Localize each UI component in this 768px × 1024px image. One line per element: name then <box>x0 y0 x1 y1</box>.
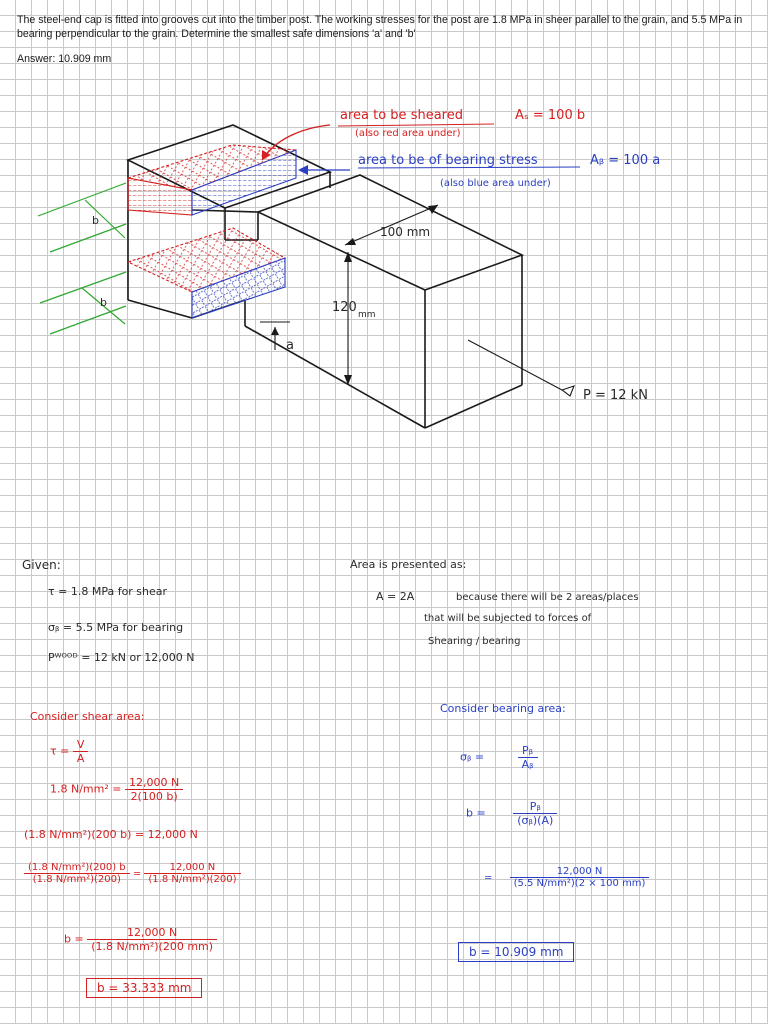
area-reason-2: that will be subjected to forces of <box>424 613 592 624</box>
shear-result: b = 33.333 mm <box>86 978 202 998</box>
shear-eq-2-lhs: 1.8 N/mm² = <box>50 782 122 796</box>
bearing-eq-2-num: Pᵦ <box>513 800 557 814</box>
area-reason-1: because there will be 2 areas/places <box>456 592 639 603</box>
given-tau: τ = 1.8 MPa for shear <box>48 585 168 598</box>
bearing-formula: Aᵦ = 100 a <box>590 153 661 168</box>
bearing-eq-2-lhs: b = <box>466 806 486 820</box>
shear-eq-1 <box>50 738 88 765</box>
dim-100-label: 100 mm <box>380 225 431 239</box>
shear-title: Consider shear area: <box>30 710 145 723</box>
shear-eq-5 <box>64 926 217 953</box>
area-reason-3: Shearing / bearing <box>428 636 521 647</box>
load-line <box>468 340 562 390</box>
shear-eq-2 <box>50 776 183 803</box>
given-p: Pᵂᴼᴼᴰ = 12 kN or 12,000 N <box>48 651 195 664</box>
bearing-eq-2-den: (σᵦ)(A) <box>517 814 554 827</box>
area-title: Area is presented as: <box>350 558 467 571</box>
shear-eq-5-num: 12,000 N <box>87 926 217 940</box>
bearing-title: Consider bearing area: <box>440 702 566 715</box>
shear-formula: Aₛ = 100 b <box>515 108 586 123</box>
bearing-eq-1-lhs: σᵦ = <box>460 750 485 764</box>
shear-note: area to be sheared <box>340 108 463 123</box>
shear-eq-4-lhs-den: (1.8 N/mm²)(200) <box>32 874 121 885</box>
bearing-subnote: (also blue area under) <box>440 178 551 189</box>
bearing-note: area to be of bearing stress <box>358 153 538 168</box>
area-eq: A = 2A <box>376 590 415 603</box>
bearing-eq-1 <box>460 744 538 771</box>
shear-eq-1-den: A <box>76 752 85 765</box>
shear-subnote: (also red area under) <box>355 128 461 139</box>
bearing-eq-3-lhs: = <box>484 872 493 884</box>
bearing-eq-3 <box>484 866 649 889</box>
label-b-top: b <box>92 214 99 227</box>
label-a: a <box>286 338 294 353</box>
bearing-result: b = 10.909 mm <box>458 942 574 962</box>
dim-120-label: 120 <box>332 300 357 315</box>
given-sigma: σᵦ = 5.5 MPa for bearing <box>48 621 184 634</box>
shear-eq-2-num: 12,000 N <box>125 776 183 790</box>
dim-120-unit: mm <box>358 310 376 320</box>
shear-eq-3: (1.8 N/mm²)(200 b) = 12,000 N <box>24 828 198 841</box>
bearing-eq-3-den: (5.5 N/mm²)(2 × 100 mm) <box>513 878 646 889</box>
bearing-eq-3-num: 12,000 N <box>510 866 650 878</box>
label-b-bottom: b <box>100 296 107 309</box>
bearing-eq-2 <box>466 800 557 827</box>
shear-eq-2-den: 2(100 b) <box>130 790 178 803</box>
answer-text: Answer: 10.909 mm <box>17 53 112 65</box>
shear-eq-1-num: V <box>73 738 89 752</box>
shear-eq-5-den: (1.8 N/mm²)(200 mm) <box>91 940 214 953</box>
load-arrowhead <box>562 386 574 396</box>
shear-eq-4-rhs-den: (1.8 N/mm²)(200) <box>148 874 237 885</box>
problem-statement: The steel-end cap is fitted into grooves cut into the timber post. The working stresses for the post are 1.8 MPa in sheer parallel to the grain, and 5.5 MPa in bearing perpendicular to the grain. Determine the smallest safe dimensions 'a' and 'b' <box>17 14 743 40</box>
bearing-eq-1-num: Pᵦ <box>518 744 538 758</box>
shear-eq-4: $\frac{\text{(1.8 N/mm²)(200) b}}{\text{(1.8 N/mm²)(200)}}$ = $\frac{12,000 N}{\text{(1.8 N/mm²)(200)}}$ <box>24 862 241 885</box>
given-title: Given: <box>22 558 61 572</box>
load-label: P = 12 kN <box>583 388 648 403</box>
bearing-eq-1-den: Aᵦ <box>521 758 534 771</box>
shear-eq-4-rhs-num: 12,000 N <box>144 862 240 874</box>
dim-b-lines <box>38 183 126 334</box>
shear-eq-1-lhs: τ = <box>50 744 70 758</box>
shear-eq-4-lhs-num: (1.8 N/mm²)(200) b <box>24 862 130 874</box>
shear-eq-5-lhs: b = <box>64 932 84 946</box>
